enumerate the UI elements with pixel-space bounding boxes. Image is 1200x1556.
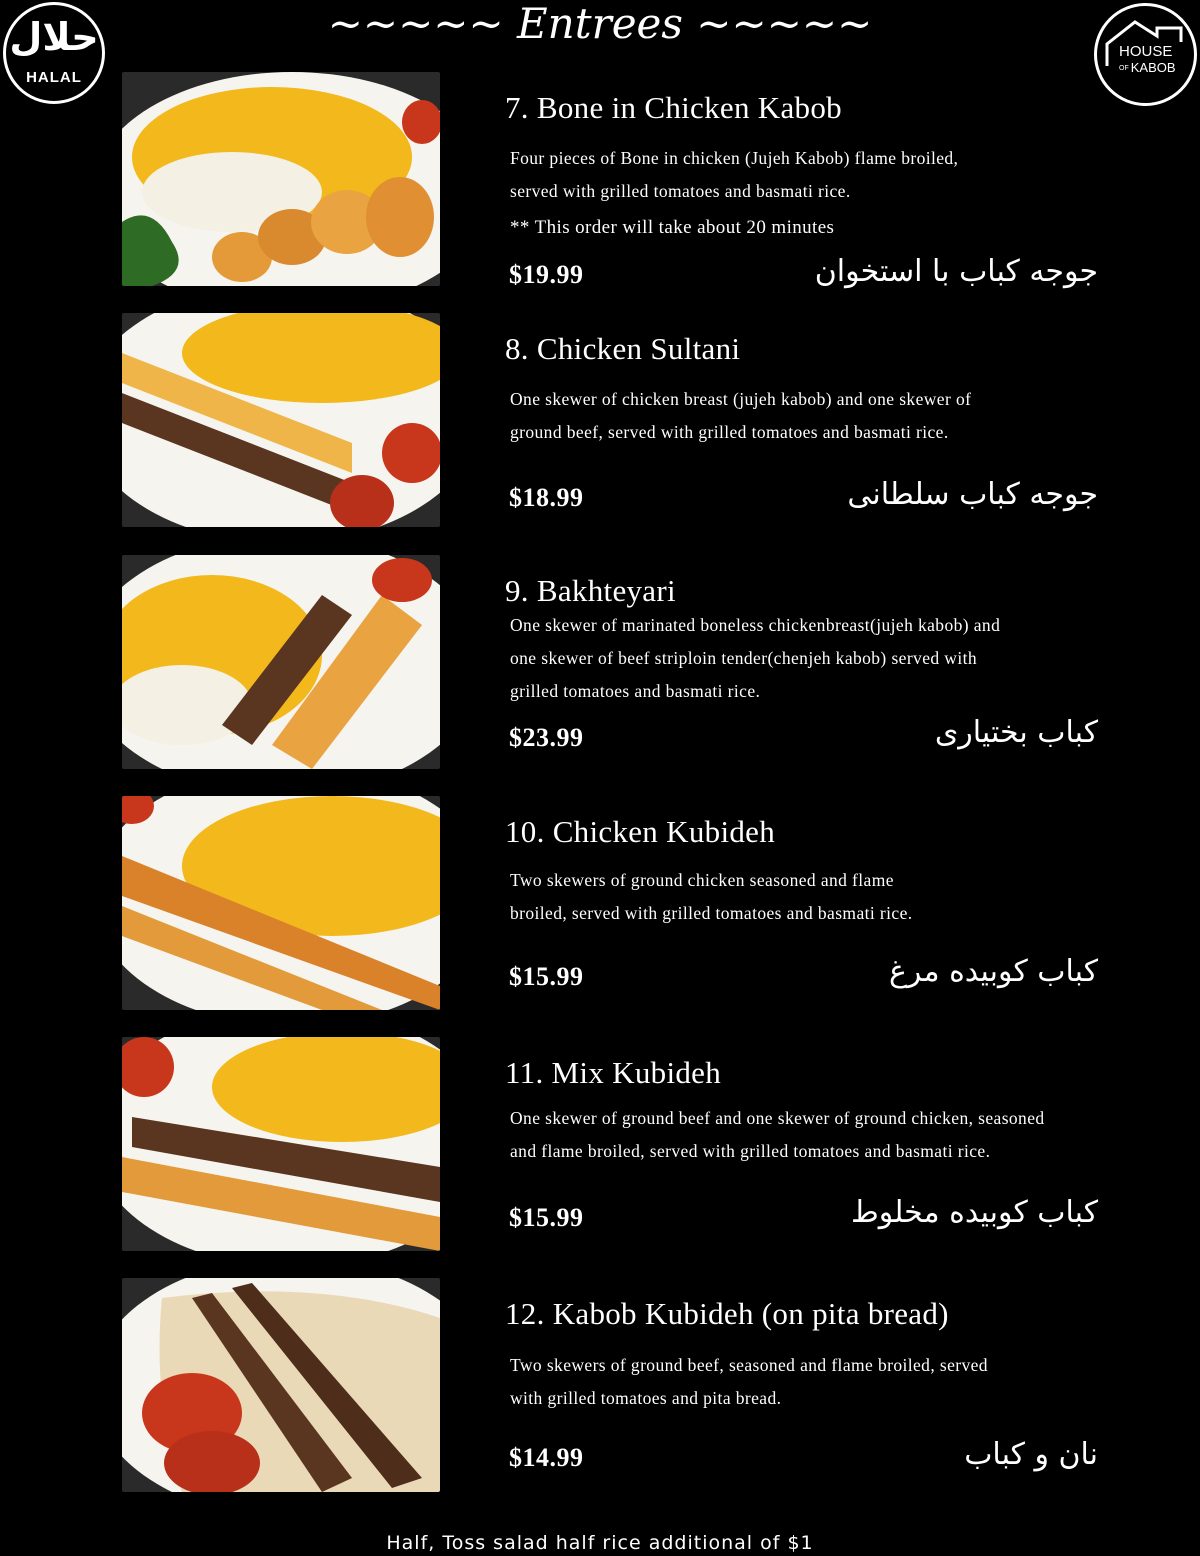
- item-description-line: One skewer of ground beef and one skewer of ground chicken, seasoned: [510, 1108, 1045, 1128]
- item-description: [510, 609, 1150, 708]
- item-description-line: with grilled tomatoes and pita bread.: [510, 1388, 782, 1408]
- item-farsi-name: جوجه کباب با استخوان: [814, 254, 1098, 289]
- item-name: 12. Kabob Kubideh (on pita bread): [505, 1296, 949, 1331]
- menu-item: [0, 313, 1200, 543]
- item-farsi-name: کباب کوبیده مرغ: [889, 954, 1098, 989]
- brand-logo-kabob: KABOB: [1130, 60, 1176, 75]
- halal-arabic-text: حلال: [9, 15, 99, 59]
- item-description: [510, 383, 1150, 449]
- item-description: [510, 142, 1150, 208]
- item-description: [510, 1102, 1150, 1168]
- chicken-kubideh-photo: [122, 796, 440, 1010]
- menu-item: [0, 1037, 1200, 1267]
- item-price: $14.99: [509, 1443, 584, 1472]
- page-title: ~~~~~ Entrees ~~~~~: [327, 0, 873, 48]
- item-name: 9. Bakhteyari: [505, 573, 676, 608]
- item-description-line: One skewer of chicken breast (jujeh kabob) and one skewer of: [510, 389, 972, 409]
- item-description-line: grilled tomatoes and basmati rice.: [510, 681, 761, 701]
- item-description: [510, 864, 1150, 930]
- halal-latin-text: HALAL: [26, 69, 82, 86]
- item-description-line: One skewer of marinated boneless chickenbreast(jujeh kabob) and: [510, 615, 1001, 635]
- item-description-line: and flame broiled, served with grilled tomatoes and basmati rice.: [510, 1141, 991, 1161]
- menu-item: [0, 1278, 1200, 1508]
- item-price: $19.99: [509, 260, 584, 289]
- item-name: 10. Chicken Kubideh: [505, 814, 776, 849]
- item-description-line: one skewer of beef striploin tender(chenjeh kabob) served with: [510, 648, 977, 668]
- item-farsi-name: جوجه کباب سلطانی: [847, 477, 1098, 512]
- item-price: $23.99: [509, 723, 584, 752]
- item-price: $18.99: [509, 483, 584, 512]
- footer-note: Half, Toss salad half rice additional of $1: [386, 1532, 814, 1554]
- bone-in-chicken-kabob-photo: [122, 72, 440, 286]
- mix-kubideh-photo: [122, 1037, 440, 1251]
- item-price: $15.99: [509, 1203, 584, 1232]
- brand-logo-line1: HOUSE: [1119, 43, 1173, 60]
- item-description-line: served with grilled tomatoes and basmati rice.: [510, 181, 851, 201]
- bakhteyari-photo: [122, 555, 440, 769]
- item-farsi-name: نان و کباب: [964, 1437, 1098, 1472]
- brand-logo-of: OF: [1119, 64, 1129, 72]
- menu-item: [0, 555, 1200, 785]
- menu-item: [0, 796, 1200, 1026]
- item-description-line: ground beef, served with grilled tomatoes and basmati rice.: [510, 422, 949, 442]
- item-description-line: Two skewers of ground chicken seasoned and flame: [510, 870, 894, 890]
- item-name: 8. Chicken Sultani: [505, 331, 741, 366]
- item-farsi-name: کباب کوبیده مخلوط: [850, 1195, 1098, 1230]
- chicken-sultani-photo: [122, 313, 440, 527]
- menu-item: [0, 72, 1200, 302]
- item-description-line: broiled, served with grilled tomatoes and basmati rice.: [510, 903, 913, 923]
- item-price: $15.99: [509, 962, 584, 991]
- item-description: [510, 1349, 1150, 1415]
- item-note: ** This order will take about 20 minutes: [510, 217, 835, 238]
- item-description-line: Four pieces of Bone in chicken (Jujeh Kabob) flame broiled,: [510, 148, 959, 168]
- item-farsi-name: کباب بختیاری: [934, 715, 1098, 750]
- kabob-kubideh-pita-photo: [122, 1278, 440, 1492]
- item-description-line: Two skewers of ground beef, seasoned and flame broiled, served: [510, 1355, 988, 1375]
- item-name: 11. Mix Kubideh: [505, 1055, 722, 1090]
- item-name: 7. Bone in Chicken Kabob: [505, 90, 842, 125]
